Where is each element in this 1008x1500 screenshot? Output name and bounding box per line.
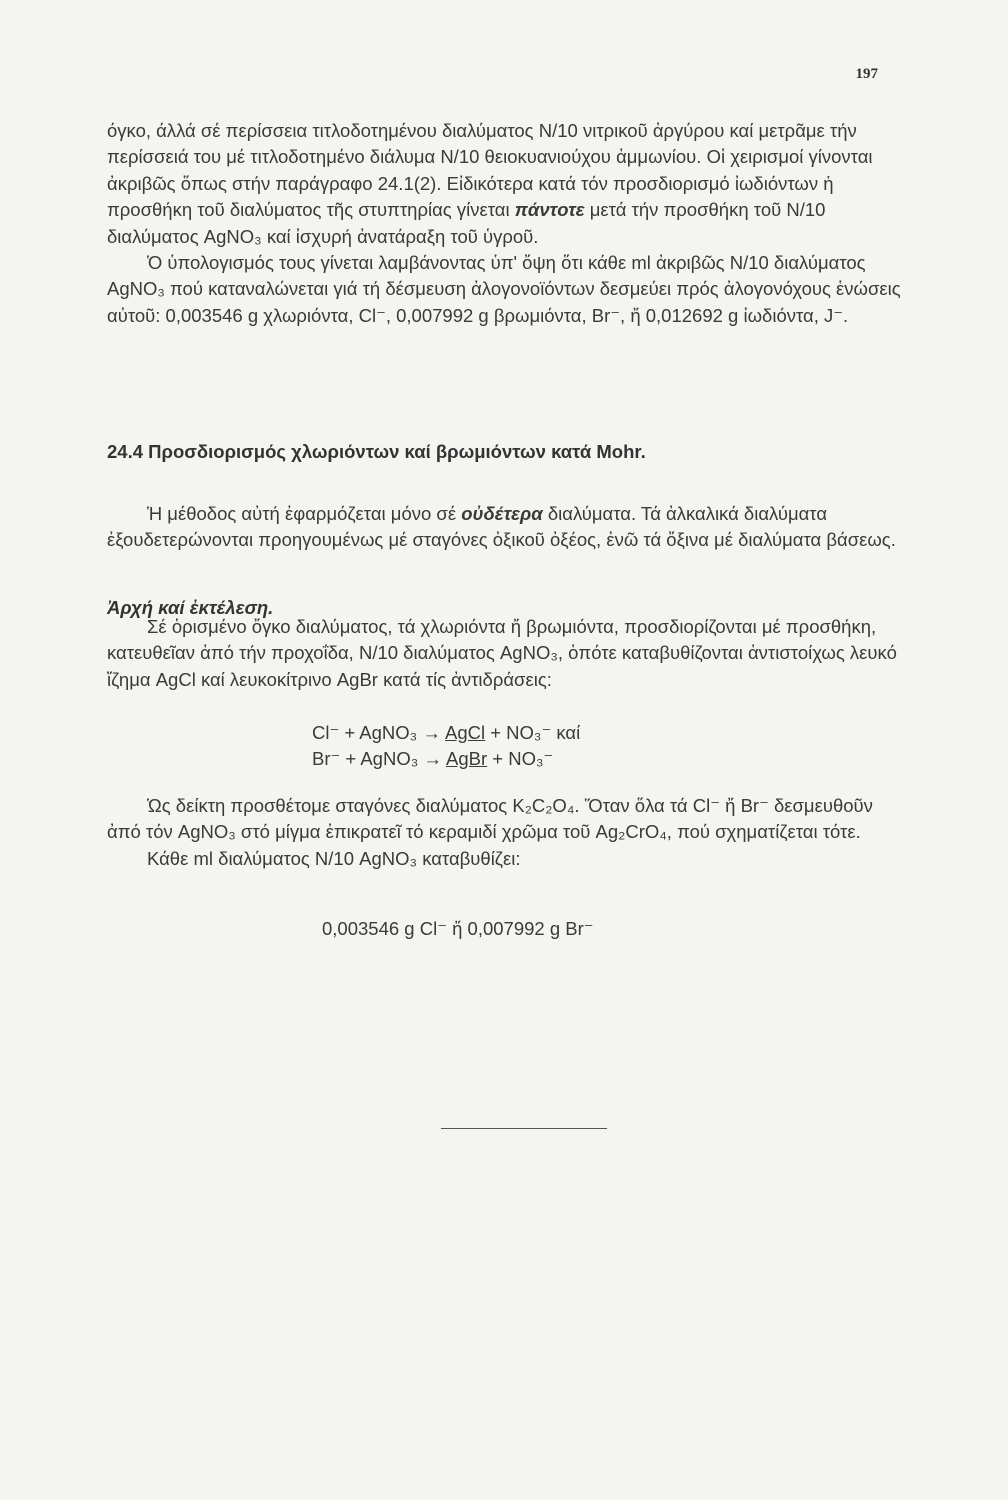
page-number: 197 [855, 66, 878, 82]
equation-bromide [312, 746, 580, 772]
eq2-precipitate: AgBr [446, 748, 488, 769]
paragraph-each-ml: Κάθε ml διαλύματος Ν/10 AgNO₃ καταβυθίζει: [147, 847, 521, 869]
footer-divider [441, 1128, 607, 1129]
indicator-text [107, 793, 902, 872]
emphasis-always: πάντοτε [514, 199, 585, 221]
text-end: διαλύματα. Τά ἀλκαλικά διαλύματα ἐξουδετερώνονται προηγουμένως μέ σταγόνες ὀξικοῦ ὀξέος, ἐνῶ τά ὄξινα μέ διαλύματα βάσεως. [107, 503, 896, 551]
eq1-rest: + NO₃⁻ καί [490, 722, 581, 743]
paragraph-indicator: Ὡς δείκτη προσθέτομε σταγόνες διαλύματος K₂C₂O₄. Ὅταν ὅλα τά Cl⁻ ἤ Br⁻ δεσμευθοῦν ἀπό τόν AgNO₃ στό μίγμα ἐπικρατεῖ τό κεραμιδί χρῶμα τοῦ Ag₂CrO₄, πού σχηματίζεται τότε. [107, 795, 873, 843]
emphasis-neutral: οὐδέτερα [461, 503, 543, 524]
subheading: Ἀρχή καί ἐκτέλεση. [107, 597, 274, 618]
paragraph-neutral [107, 501, 902, 554]
eq2-reactants: Br⁻ + AgNO₃ → [312, 748, 442, 769]
paragraph-calculation: Ὁ ὑπολογισμός τους γίνεται λαμβάνοντας ὑπ' ὄψη ὅτι κάθε ml ἀκριβῶς Ν/10 διαλύματος AgNO₃ πού καταναλώνεται γιά τή δέσμευση ἀλογονοϊόντων δεσμεύει πρός ἀλογονόχους ἑνώσεις αὐτοῦ: 0,003546 g χλωριόντα, Cl⁻, 0,007992 g βρωμιόντα, Br⁻, ἤ 0,012692 g ἰωδιόντα, J⁻. [107, 252, 901, 326]
intro-text [107, 118, 902, 329]
paragraph-principle: Σέ ὁρισμένο ὄγκο διαλύματος, τά χλωριόντα ἤ βρωμιόντα, προσδιορίζονται μέ προσθήκη, κατευθεῖαν ἀπό τήν προχοΐδα, Ν/10 διαλύματος AgNO₃, ὁπότε καταβυθίζονται ἀντιστοίχως λευκό ἴζημα AgCl καί λευκοκίτρινο AgBr κατά τίς ἀντιδράσεις: [107, 616, 897, 690]
eq1-precipitate: AgCl [444, 722, 486, 743]
paragraph-text-end: μετά τήν προσθήκη τοῦ Ν/10 διαλύματος AgNO₃ καί ἰσχυρή ἀνατάραξη τοῦ ὑγροῦ. [107, 199, 826, 247]
eq2-rest: + NO₃⁻ [492, 748, 554, 769]
result-line: 0,003546 g Cl⁻ ἤ 0,007992 g Br⁻ [322, 918, 594, 939]
principle-text [107, 614, 902, 693]
eq1-reactants: Cl⁻ + AgNO₃ → [312, 722, 441, 743]
section-heading: 24.4 Προσδιορισμός χλωριόντων καί βρωμιόντων κατά Mohr. [107, 441, 646, 462]
paragraph-text: όγκο, άλλά σέ περίσσεια τιτλοδοτημένου διαλύματος Ν/10 νιτρικοῦ ἀργύρου καί μετρᾶμε τήν περίσσειά του μέ τιτλοδοτημένο διάλυμα Ν/10 θειοκυανιούχου ἀμμωνίου. Οἱ χειρισμοί γίνονται ἀκριβῶς ὅπως στήν παράγραφο 24.1(2). Εἰδικότερα κατά τόν προσδιορισμό ἰωδιόντων ἡ προσθήκη τοῦ διαλύματος τῆς στυπτηρίας γίνεται [107, 120, 873, 221]
paragraph-continuation [107, 118, 902, 250]
reaction-equations [312, 720, 580, 772]
text-start: Ἡ μέθοδος αὐτή ἐφαρμόζεται μόνο σέ [147, 503, 457, 524]
equation-chloride [312, 720, 580, 746]
method-intro [107, 501, 902, 554]
